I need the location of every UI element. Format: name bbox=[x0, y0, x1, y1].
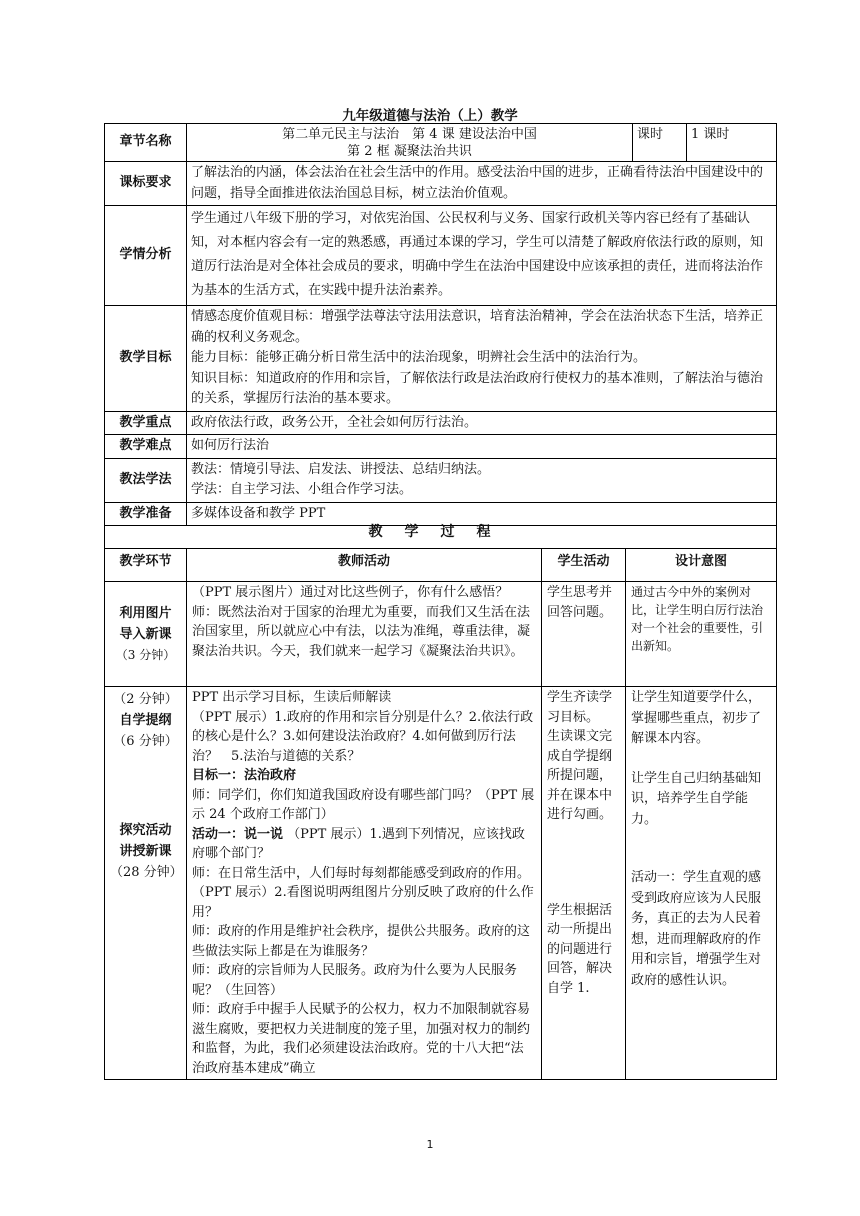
intro-teacher-2: 师：既然法治对于国家的治理尤为重要，而我们又生活在法治国家里，所以就应心中有法，以法为准绳，尊重法律，凝聚法治共识。今天，我们就来一起学习《凝聚法治共识》。 bbox=[192, 604, 531, 659]
chapter-label: 章节名称 bbox=[105, 124, 187, 162]
key-label: 教学重点 bbox=[105, 411, 187, 435]
analysis-text: 学生通过八年级下册的学习，对依宪治国、公民权利与义务、国家行政机关等内容已经有了基础认知，对本框内容会有一定的熟悉感，再通过本课的学习，学生可以清楚了解政府依法行政的原则，知道厉行法治是对全体社会成员的要求，明确中学生在法治中国建设中应该承担的责任，进而将法治作为基本的生活方式，在实践中提升法治素养。 bbox=[187, 206, 777, 306]
intent-1: 让学生知道要学什么，掌握哪些重点，初步了解课本内容。 bbox=[631, 690, 762, 746]
difficulty-row bbox=[105, 435, 777, 459]
header-intent: 设计意图 bbox=[626, 549, 777, 582]
standard-label: 课标要求 bbox=[105, 162, 187, 206]
intro-title-1: 利用图片 bbox=[119, 605, 172, 621]
page-title: 九年级道德与法治（上）教学 bbox=[342, 108, 518, 124]
intent-3: 活动一：学生直观的感受到政府应该为人民服务，真正的去为人民着想，进而理解政府的作用和宗旨，增强学生对政府的感性认识。 bbox=[631, 870, 762, 988]
section-explore-1: 探究活动 bbox=[119, 823, 172, 838]
student-self-study: 生读课文完成自学提纲所提问题，并在课本中进行勾画。 bbox=[547, 729, 613, 822]
intro-student-activity: 学生思考并回答问题。 bbox=[542, 582, 626, 687]
teacher-line-1: PPT 出示学习目标，生读后师解读 bbox=[192, 690, 392, 705]
teacher-line-6: 师：在日常生活中，人们每时每刻都能感受到政府的作用。 bbox=[192, 865, 531, 881]
teacher-line-8: 师：政府的作用是维护社会秩序，提供公共服务。政府的这些做法实际上都是在为谁服务？ bbox=[192, 924, 531, 959]
goal-ability: 能力目标：能够正确分析日常生活中的法治现象，明辨社会生活中的法治行为。 bbox=[191, 350, 647, 365]
prep-label: 教学准备 bbox=[105, 502, 187, 526]
main-row bbox=[105, 687, 777, 1080]
process-heading: 教学过程 bbox=[104, 516, 777, 548]
prep-text: 多媒体设备和教学 PPT bbox=[187, 502, 777, 526]
time-b: （6 分钟） bbox=[113, 734, 178, 749]
main-student-activity bbox=[542, 687, 626, 1080]
time-a: （2 分钟） bbox=[113, 692, 178, 707]
intro-title-2: 导入新课 bbox=[119, 626, 172, 642]
teaching-method: 教法：情境引导法、启发法、讲授法、总结归纳法。 bbox=[191, 461, 491, 477]
main-teacher-activity bbox=[187, 687, 542, 1080]
intro-teacher-1: （PPT 展示图片）通过对比这些例子，你有什么感悟？ bbox=[192, 585, 509, 600]
learning-method: 学法：自主学习法、小组合作学习法。 bbox=[191, 482, 413, 497]
main-section bbox=[105, 687, 187, 1080]
goal-knowledge: 知识目标：知道政府的作用和宗旨，了解依法行政是法治政府行使权力的基本准则，了解法治与德治的关系，掌握厉行法治的基本要求。 bbox=[191, 370, 764, 406]
chapter-row bbox=[105, 124, 777, 162]
standard-row bbox=[105, 162, 777, 206]
intro-time: （3 分钟） bbox=[115, 647, 176, 662]
teacher-line-2: （PPT 展示）1.政府的作用和宗旨分别是什么？2.依法行政的核心是什么？3.如何建设法治政府？4.如何做到厉行法治？ 5.法治与道德的关系？ bbox=[192, 709, 534, 764]
teacher-line-4: 师：同学们，你们知道我国政府设有哪些部门吗？（PPT 展示 24 个政府工作部门） bbox=[192, 787, 535, 822]
difficulty-text: 如何厉行法治 bbox=[187, 435, 777, 459]
process-header-row bbox=[105, 549, 777, 582]
intro-row bbox=[105, 582, 777, 687]
teacher-line-7: （PPT 展示）2.看图说明两组图片分别反映了政府的什么作用？ bbox=[192, 885, 534, 920]
lesson-info-table bbox=[104, 123, 777, 526]
key-row bbox=[105, 411, 777, 435]
method-label: 教法学法 bbox=[105, 458, 187, 502]
analysis-row bbox=[105, 206, 777, 306]
chapter-line-2: 第 2 框 凝聚法治共识 bbox=[347, 144, 472, 159]
teacher-line-10: 师：政府手中握手人民赋予的公权力，权力不加限制就容易滋生腐败，要把权力关进制度的笼子里，加强对权力的制约和监督，为此，我们必须建设法治政府。党的十八大把“法治政府基本建成”确立 bbox=[192, 1002, 531, 1076]
activity-one bbox=[192, 825, 536, 864]
goal-one-heading: 目标一：法治政府 bbox=[192, 768, 297, 783]
goal-emotion: 情感态度价值观目标：增强学法尊法守法用法意识，培育法治精神，学会在法治状态下生活，培养正确的权利义务观念。 bbox=[191, 309, 764, 345]
chapter-name bbox=[187, 124, 633, 162]
main-intent bbox=[626, 687, 777, 1080]
header-student: 学生活动 bbox=[542, 549, 626, 582]
standard-text: 了解法治的内涵，体会法治在社会生活中的作用。感受法治中国的进步，正确看待法治中国建设中的问题，指导全面推进依法治国总目标，树立法治价值观。 bbox=[187, 162, 777, 206]
period-value: 1 课时 bbox=[687, 124, 777, 162]
intro-teacher-activity bbox=[187, 582, 542, 687]
header-teacher: 教师活动 bbox=[187, 549, 542, 582]
period-label: 课时 bbox=[633, 124, 687, 162]
intro-intent: 通过古今中外的案例对比，让学生明白厉行法治对一个社会的重要性，引出新知。 bbox=[626, 582, 777, 687]
goals-label: 教学目标 bbox=[105, 306, 187, 412]
header-stage: 教学环节 bbox=[105, 549, 187, 582]
analysis-label: 学情分析 bbox=[105, 206, 187, 306]
method-row bbox=[105, 458, 777, 502]
student-read-goals: 学生齐读学习目标。 bbox=[547, 690, 613, 725]
intro-section bbox=[105, 582, 187, 687]
teacher-line-9: 师：政府的宗旨师为人民服务。政府为什么要为人民服务呢？（生回答） bbox=[192, 963, 518, 998]
goals-row bbox=[105, 306, 777, 412]
time-c: （28 分钟） bbox=[110, 865, 183, 880]
page-number: 1 bbox=[426, 1138, 434, 1151]
student-answer: 学生根据活动一所提出的问题进行回答，解决自学 1. bbox=[547, 902, 613, 996]
intent-2: 让学生自己归纳基础知识，培养学生自学能力。 bbox=[631, 770, 762, 827]
activity-one-title: 活动一：说一说 bbox=[192, 826, 284, 842]
goals-text bbox=[187, 306, 777, 412]
method-text bbox=[187, 458, 777, 502]
process-table bbox=[104, 548, 777, 1080]
activity-one-text: （PPT 展示）1.遇到下列情况，应该找政府哪个部门？ bbox=[192, 826, 525, 861]
section-explore-2: 讲授新课 bbox=[119, 844, 172, 859]
section-selfstudy: 自学提纲 bbox=[119, 713, 172, 728]
key-text: 政府依法行政，政务公开，全社会如何厉行法治。 bbox=[187, 411, 777, 435]
difficulty-label: 教学难点 bbox=[105, 435, 187, 459]
chapter-line-1: 第二单元民主与法治 第 4 课 建设法治中国 bbox=[282, 127, 537, 142]
